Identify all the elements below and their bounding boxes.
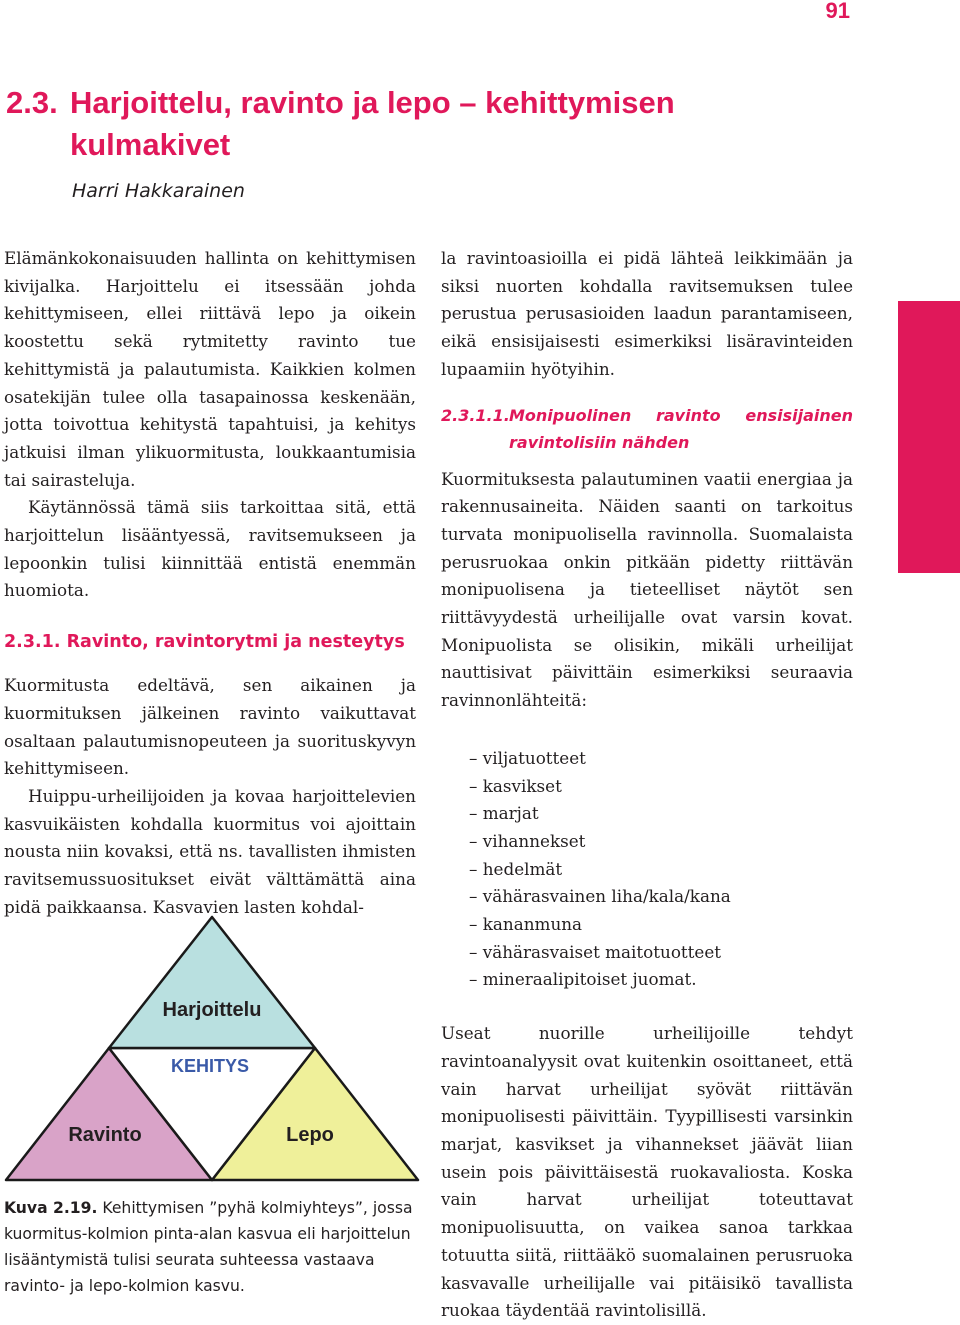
paragraph: Kuormituksesta palautuminen vaatii energiaa ja rakennusaineita. Näiden saanti on tarkoitus turvata monipuolisella ravinnolla. Suomalaista perusruokaa onkin pitkään pidetty riittävän monipuolisena ja tieteelliset näytöt sen riittävyydestä urheilijalle ovat varsin kovat. Monipuolista se olisikin, mikäli urheilijat nauttisivat päivittäin esimerkiksi seuraavia ravinnonlähteitä: — [441, 468, 853, 711]
list-item: – kasvikset — [441, 773, 853, 801]
paragraph: Elämänkokonaisuuden hallinta on kehittymisen kivijalka. Harjoittelu ei itsessään johda kehittymiseen, ellei riittävä lepo ja oikein koostettu sekä rytmitetty ravinto tue kehittymistä ja palautumista. Kaikkien kolmen osatekijän tulee olla tasapainossa keskenään, jotta toivottua kehitystä tapahtuisi, ja kehitys jatkuisi ilman ylikuormitusta, loukkaantumisia tai sairasteluja. — [4, 248, 416, 490]
list-item: – mineraalipitoiset juomat. — [441, 966, 853, 994]
section-heading: 2.3.1. Ravinto, ravintorytmi ja nesteytys — [4, 632, 405, 653]
harjoittelu-triangle — [109, 917, 315, 1048]
paragraph: Huippu-urheilijoiden ja kovaa harjoittelevien kasvuikäisten kohdalla kuormitus voi ajoittain nousta niin kovaksi, että ns. tavallisten ihmisten ravitsemussuositukset eivät välttämättä aina pidä paikkaansa. Kasvavien lasten kohdal- — [4, 785, 416, 917]
paragraph: Käytännössä tämä siis tarkoittaa sitä, että harjoittelun lisääntyessä, ravitsemukseen ja lepoonkin tulisi kiinnittää entistä enemmän huomiota. — [4, 497, 416, 601]
subsection-title: Monipuolinen ravinto ensisijainen ravintolisiin nähden — [509, 405, 853, 452]
paragraph: Kuormitusta edeltävä, sen aikainen ja kuormituksen jälkeinen ravinto vaikuttavat osaltaan palautumisnopeuteen ja suorituskyvyn kehittymiseen. — [4, 675, 416, 779]
label-lepo: Lepo — [286, 1124, 334, 1146]
list-item: – viljatuotteet — [441, 745, 853, 773]
list-item: – kananmuna — [441, 911, 853, 939]
list-item: – vähärasvaiset maitotuotteet — [441, 939, 853, 967]
figure-caption — [4, 1195, 420, 1299]
chapter-title — [6, 82, 766, 166]
triangle-diagram — [4, 895, 420, 1185]
author-name: Harri Hakkarainen — [72, 180, 245, 202]
page-number: 91 — [825, 0, 850, 23]
paragraph: la ravintoasioilla ei pidä lähteä leikkimään ja siksi nuorten kohdalla ravitsemuksen tulee perustua perusasioiden laadun parantamiseen, eikä ensisijaisesti esimerkiksi lisäravinteiden lupaamiin hyötyihin. — [441, 248, 853, 379]
chapter-title-line1: Harjoittelu, ravinto ja lepo – kehittymisen — [70, 85, 675, 120]
paragraph: Useat nuorille urheilijoille tehdyt ravintoanalyysit ovat kuitenkin osoittaneet, että vain harvat urheilijat syövät riittävän monipuolisesti päivittäin. Tyypillisesti varsinkin marjat, kasvikset ja vihannekset jäävät liian usein pois päivittäisestä ruokavaliosta. Koska vain harvat urheilijat toteuttavat monipuolisuutta, on vaikea sanoa tarkkaa totuutta siitä, riittääkö suomalainen perusruoka kasvavalle urheilijalle vai pitäisikö tavallista ruokaa täydentää ravintolisillä. — [441, 1023, 853, 1321]
list-item: – hedelmät — [441, 856, 853, 884]
left-column — [4, 245, 416, 921]
subsection-heading — [441, 402, 853, 456]
food-source-list — [441, 745, 853, 994]
chapter-number: 2.3. — [6, 85, 58, 120]
chapter-title-line2: kulmakivet — [70, 127, 231, 162]
subsection-number: 2.3.1.1. — [441, 405, 510, 425]
chapter-tab-marker — [898, 301, 960, 573]
list-item: – marjat — [441, 800, 853, 828]
label-harjoittelu: Harjoittelu — [162, 999, 262, 1021]
caption-text: Kehittymisen ”pyhä kolmiyhteys”, jossa kuormitus-kolmion pinta-alan kasvua eli harjoittelun lisääntymistä tulisi seurata suhteessa vastaava ravinto- ja lepo-kolmion kasvu. — [4, 1199, 413, 1295]
caption-label: Kuva 2.19. — [4, 1199, 98, 1217]
list-item: – vihannekset — [441, 828, 853, 856]
right-column — [441, 245, 853, 1325]
triangle-figure — [4, 895, 420, 1185]
label-kehitys: KEHITYS — [170, 1056, 250, 1076]
label-ravinto: Ravinto — [68, 1124, 142, 1146]
list-item: – vähärasvainen liha/kala/kana — [441, 883, 853, 911]
